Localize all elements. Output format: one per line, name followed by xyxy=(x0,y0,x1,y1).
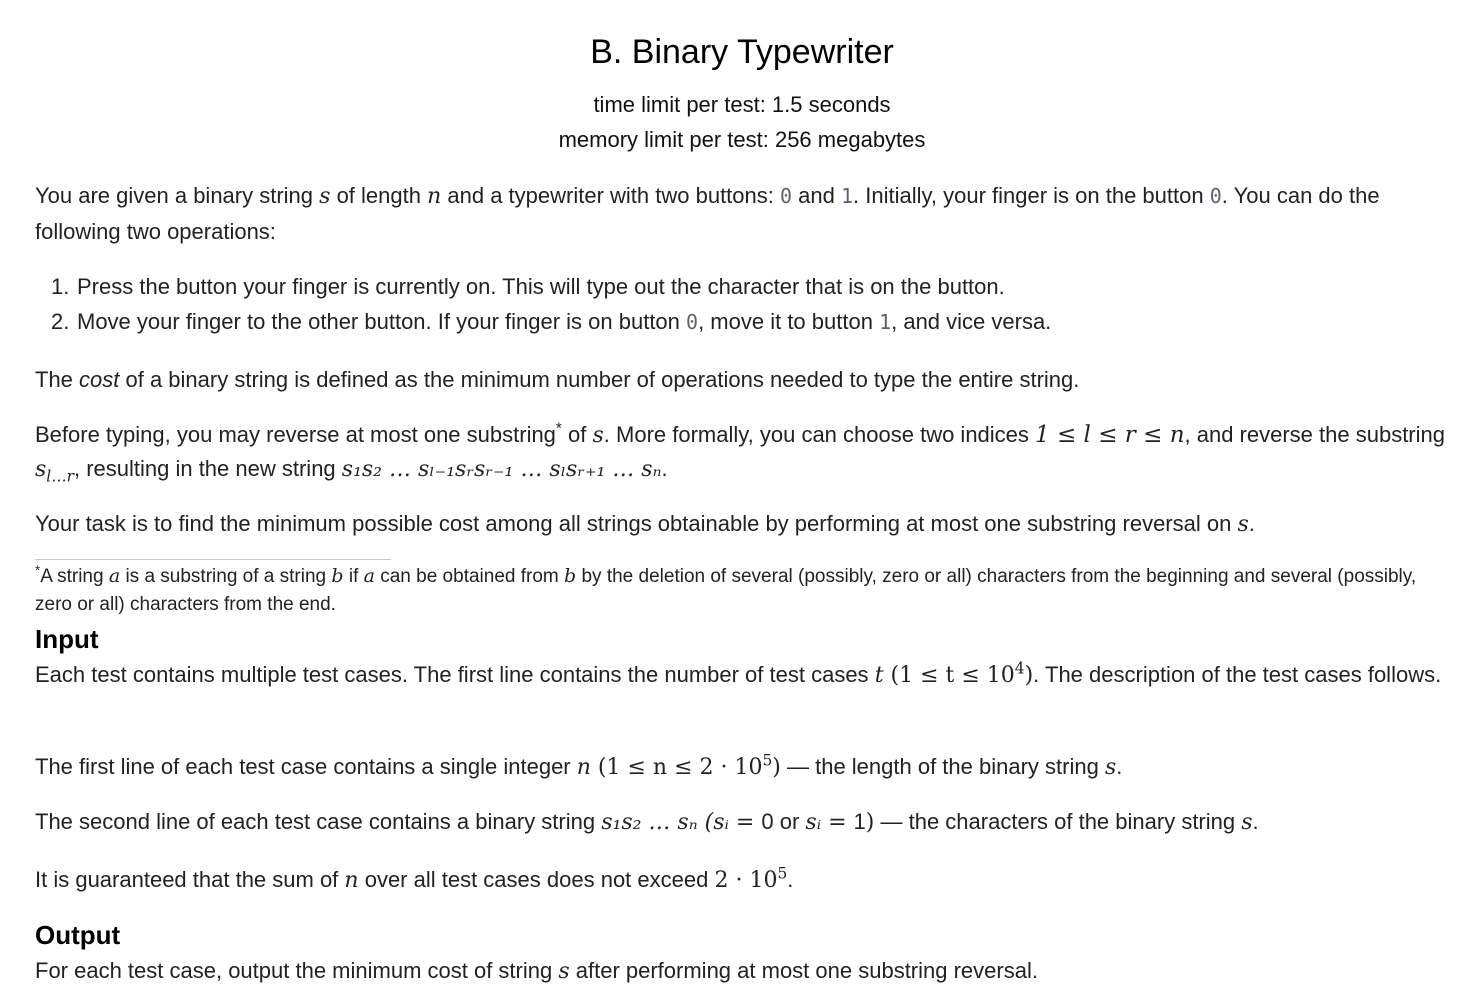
math-n-range: $(1 \le n \le 2 \cdot 10^5)$ xyxy=(590,751,781,780)
output-section-title: Output xyxy=(35,920,121,950)
code-one: 1 xyxy=(879,310,892,334)
math-index-inequality: 1 ≤ l ≤ r ≤ n xyxy=(1035,422,1185,448)
input-paragraph-4: It is guaranteed that the sum of n over all test cases does not exceed $2 \cdot 10^5$. xyxy=(35,864,794,893)
input-paragraph-2: The first line of each test case contains a single integer n $(1 \le n \le 2 \cdot 10^5)$ — the length of the binary string s. xyxy=(35,751,1123,780)
list-item: 2. Move your finger to the other button. If your finger is on button 0, move it to button 1, and vice versa. xyxy=(51,309,1052,334)
math-sum-bound: $2 \cdot 10^5$ xyxy=(714,864,788,893)
math-new-string: s₁s₂ … sₗ₋₁sᵣsᵣ₋₁ … sₗsᵣ₊₁ … sₙ xyxy=(341,457,662,482)
math-s: s xyxy=(319,184,331,209)
footnote-divider xyxy=(35,559,391,560)
statement-paragraph-2: The cost of a binary string is defined as the minimum number of operations needed to type the entire string. xyxy=(35,367,1080,392)
output-paragraph-1: For each test case, output the minimum cost of string s after performing at most one substring reversal. xyxy=(35,958,1038,984)
code-zero: 0 xyxy=(1209,184,1222,208)
input-section-title: Input xyxy=(35,624,99,654)
math-substring: $s_{l\dots r}$ xyxy=(35,457,74,486)
math-s: s xyxy=(592,423,604,448)
statement-paragraph-3: Before typing, you may reverse at most one substring* of s. More formally, you can choose two indices 1 ≤ l ≤ r ≤ n, and reverse the substring $s_{l\dots r}$, resulting in the new string s₁s₂ … sₗ₋₁sᵣsᵣ₋₁ … sₗsᵣ₊₁ … sₙ. xyxy=(35,420,1445,486)
input-paragraph-1: Each test contains multiple test cases. The first line contains the number of test cases t $(1 \le t \le 10^4)$. The description of the test cases follows. xyxy=(35,659,1442,688)
time-limit: time limit per test: 1.5 seconds xyxy=(593,92,891,117)
memory-limit: memory limit per test: 256 megabytes xyxy=(558,127,926,152)
math-t-range: $(1 \le t \le 10^4)$ xyxy=(883,659,1034,688)
footnote-marker: * xyxy=(555,420,562,438)
emphasis-cost: cost xyxy=(79,367,120,392)
footnote: *A string a is a substring of a string b if a can be obtained from b by the deletion of several (possibly, zero or all) characters from the beginning and several (possibly, zero or all) characters from the end. xyxy=(35,562,1417,615)
code-zero: 0 xyxy=(686,310,699,334)
statement-paragraph-4: Your task is to find the minimum possible cost among all strings obtainable by performing at most one substring reversal on s. xyxy=(35,511,1255,537)
code-one: 1 xyxy=(840,184,854,208)
list-item: 1. Press the button your finger is currently on. This will type out the character that is on the button. xyxy=(51,274,1005,299)
statement-paragraph-1: You are given a binary string s of length n and a typewriter with two buttons: 0 and 1. Initially, your finger is on the button 0. You can do the following two operations: xyxy=(35,183,1380,244)
operations-list xyxy=(51,269,1051,340)
math-n: n xyxy=(427,184,442,209)
code-zero: 0 xyxy=(780,184,793,208)
math-s: s xyxy=(1237,512,1249,537)
problem-title: B. Binary Typewriter xyxy=(590,33,894,71)
input-paragraph-3: The second line of each test case contains a binary string s₁s₂ … sₙ (sᵢ = 0 or sᵢ = 1) — the characters of the binary string s. xyxy=(35,809,1259,835)
